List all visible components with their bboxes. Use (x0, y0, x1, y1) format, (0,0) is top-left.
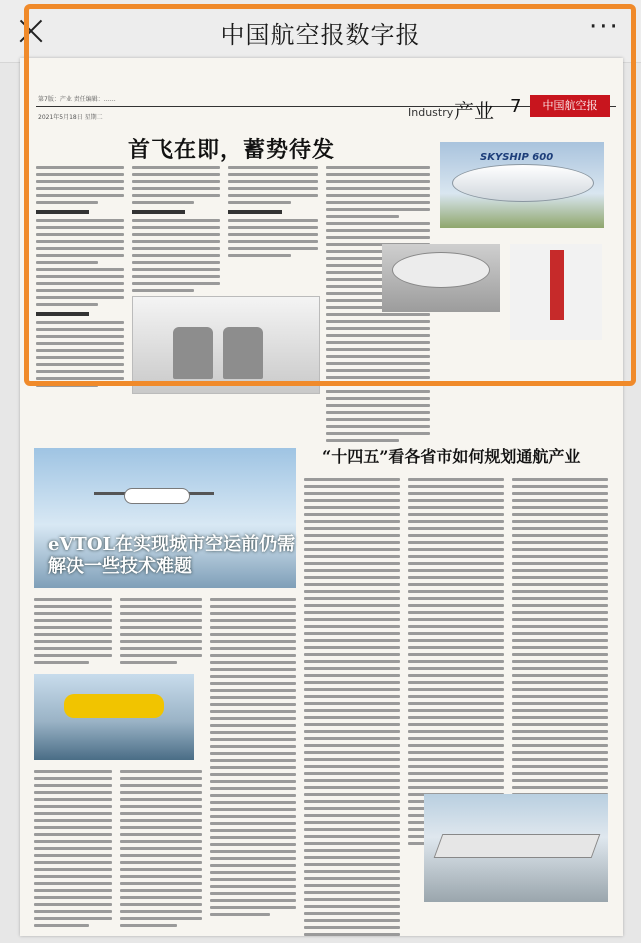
page-meta: 第7版：产业 责任编辑：…… (38, 96, 116, 103)
newspaper-page[interactable] (20, 58, 623, 936)
hangar-photo[interactable] (382, 244, 500, 312)
industry-label: Industry (408, 106, 454, 119)
newspaper-logo: 中国航空报 (530, 95, 610, 117)
header-rule (36, 106, 616, 107)
airship-label: SKYSHIP 600 (480, 152, 554, 163)
component-icon (550, 250, 564, 320)
article-text-column (326, 376, 424, 411)
airship-icon (452, 164, 594, 202)
section-label: 产业 (454, 99, 494, 123)
article-headline-2[interactable]: “十四五”看各省市如何规划通航产业 (322, 447, 581, 466)
airport-photo[interactable] (424, 794, 608, 902)
article-text-column (120, 598, 202, 668)
page-number: 7 (510, 96, 522, 117)
page-title: 中国航空报数字报 (220, 21, 421, 49)
cabin-photo[interactable] (132, 296, 320, 394)
article-text-column (120, 770, 202, 931)
airship-icon (392, 252, 490, 288)
article-text-column (34, 770, 112, 931)
seat-icon (173, 327, 213, 379)
seat-icon (223, 327, 263, 379)
evtol-headline[interactable]: eVTOL在实现城市空运前仍需解决一些技术难题 (48, 534, 296, 577)
more-options-icon[interactable]: ··· (589, 12, 620, 42)
terminal-icon (434, 834, 601, 858)
article-text-column (132, 166, 220, 296)
evtol-aircraft-icon (94, 478, 214, 508)
article-headline-1[interactable]: 首飞在即，蓄势待发 (128, 137, 336, 163)
newspaper-viewer[interactable] (0, 63, 641, 943)
airship-photo[interactable] (440, 142, 604, 228)
page-date: 2021年5月18日 星期二 (38, 114, 103, 121)
article-text-column (36, 166, 124, 391)
evtol-feature-image[interactable] (34, 448, 296, 588)
top-bar (0, 0, 641, 63)
component-diagram[interactable] (510, 244, 602, 340)
article-text-column (228, 166, 318, 261)
article-text-column (210, 598, 296, 920)
article-text-column (304, 478, 400, 936)
helicopter-photo[interactable] (34, 674, 194, 760)
helicopter-icon (64, 694, 164, 718)
article-text-column (34, 598, 112, 668)
